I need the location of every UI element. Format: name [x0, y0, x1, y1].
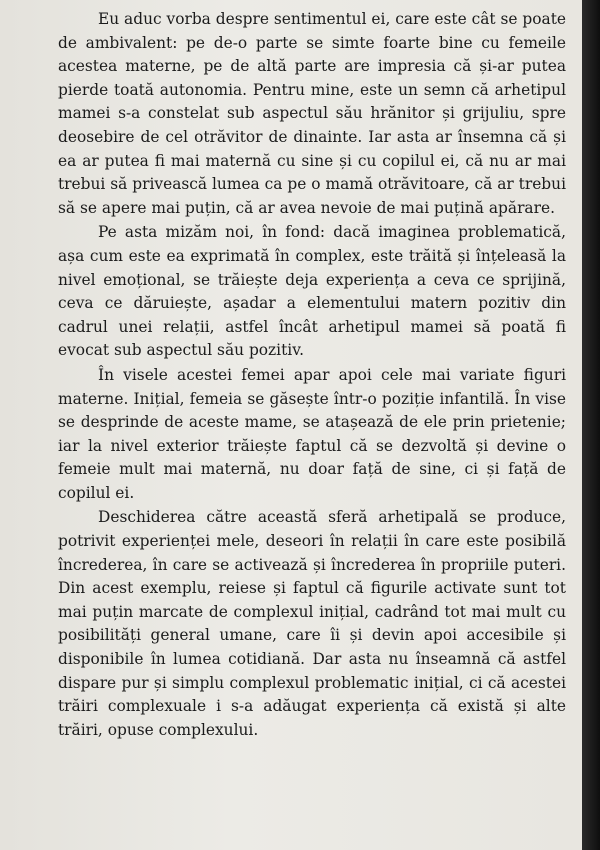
page-edge-shadow [582, 0, 600, 850]
paragraph-4: Deschiderea către această sferă arhetipală se produce, potrivit experienței mele, deseori în relații în care este posibilă încrederea, în care se activează și încrederea în propriile puteri. Din acest exemplu, reiese și faptul că figurile activate sunt tot mai puțin marcate de complexul inițial, cadrând tot mai mult cu posibilități general umane, care îi și devin apoi accesibile și disponibile în lumea cotidiană. Dar asta nu înseamnă că astfel dispare pur și simplu complexul problematic inițial, ci că acestei trăiri complexuale i s-a adăugat experiența că există și alte trăiri, opuse complexului. [58, 508, 566, 739]
paragraph-3: În visele acestei femei apar apoi cele mai variate figuri materne. Inițial, femeia se găsește într-o poziție infantilă. În vise se desprinde de aceste mame, se atașează de ele prin prietenie; iar la nivel exterior trăiește faptul că se dezvoltă și devine o femeie mult mai maternă, nu doar față de sine, ci și față de copilul ei. [58, 365, 566, 502]
paragraph-2: Pe asta mizăm noi, în fond: dacă imaginea problematică, așa cum este ea exprimată în complex, este trăită și înțeleasă la nivel emoțional, se trăiește deja experiența a ceva ce sprijină, ceva ce dăruiește, așadar a elementului matern pozitiv din cadrul unei relații, astfel încât arhetipul mamei să poată fi evocat sub aspectul său pozitiv. [58, 223, 566, 360]
page-body [58, 8, 566, 742]
paragraph-1: Eu aduc vorba despre sentimentul ei, care este cât se poate de ambivalent: pe de-o parte se simte foarte bine cu femeile acestea materne, pe de altă parte are impresia că și-ar putea pierde toată autonomia. Pentru mine, este un semn că arhetipul mamei s-a constelat sub aspectul său hrănitor și grijuliu, spre deosebire de cel otrăvitor de dinainte. Iar asta ar însemna că și ea ar putea fi mai maternă cu sine și cu copilul ei, că nu ar mai trebui să privească lumea ca pe o mamă otrăvitoare, că ar trebui să se apere mai puțin, că ar avea nevoie de mai puțină apărare. [58, 10, 566, 217]
